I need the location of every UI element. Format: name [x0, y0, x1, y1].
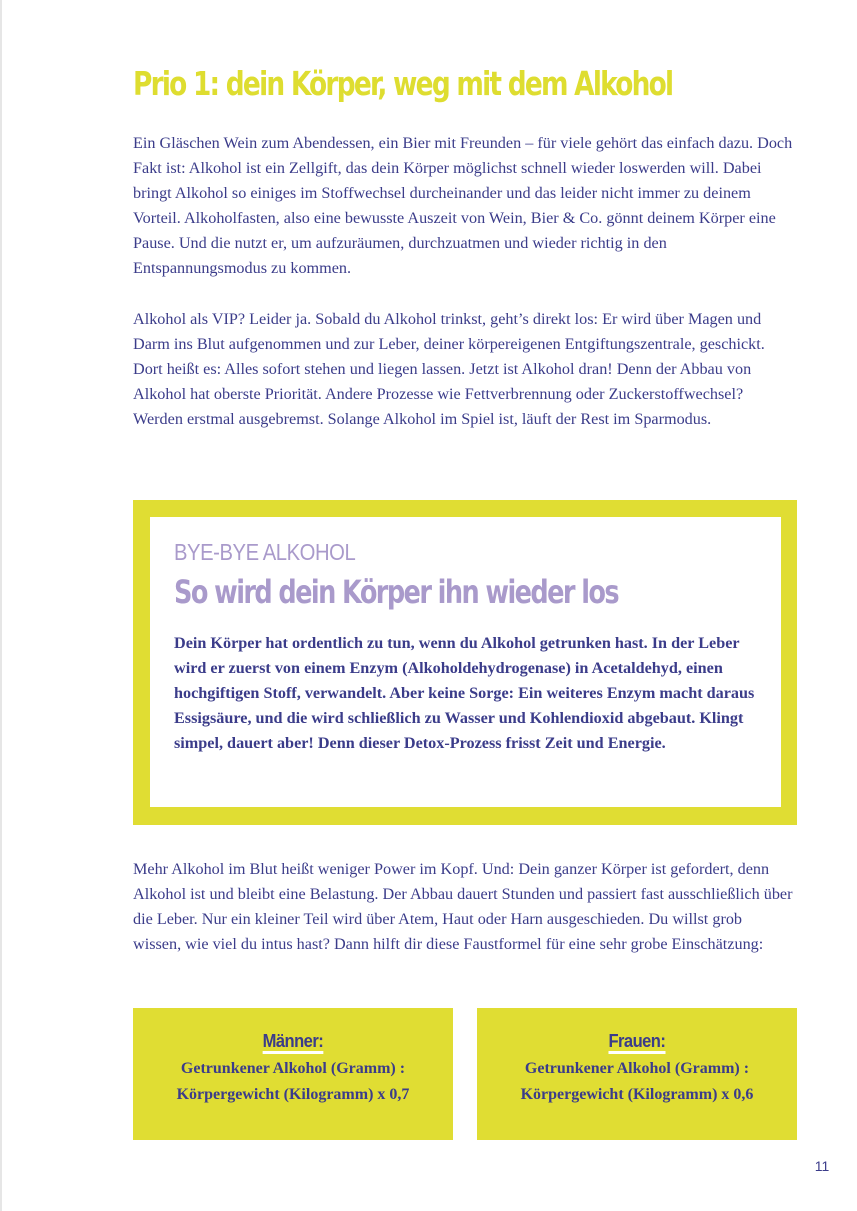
formula-intro-paragraph: Mehr Alkohol im Blut heißt weniger Power im Kopf. Und: Dein ganzer Körper ist gefordert, denn Alkohol ist und bleibt eine Belastung. Der Abbau dauert Stunden und passiert fast ausschließlich über die Leber. Nur ein kleiner Teil wird über Atem, Haut oder Harn ausgeschieden. Du willst grob wissen, wie viel du intus hast? Dann hilft dir diese Faustformel für eine sehr grobe Einschätzung:	[133, 860, 793, 953]
formula-label-women: Frauen:	[609, 1031, 666, 1054]
formula-line-men-2: Körpergewicht (Kilogramm) x 0,7	[176, 1086, 410, 1103]
formula-line-women-1: Getrunkener Alkohol (Gramm) :	[524, 1060, 750, 1077]
formula-box-men	[133, 1008, 453, 1140]
alcohol-vip-paragraph: Alkohol als VIP? Leider ja. Sobald du Alkohol trinkst, geht’s direkt los: Er wird über Magen und Darm ins Blut aufgenommen und zur Leber, deiner körpereigenen Entgiftungszentrale, geschickt. Dort heißt es: Alles sofort stehen und liegen lassen. Jetzt ist Alkohol dran! Denn der Abbau von Alkohol hat oberste Priorität. Andere Prozesse wie Fettverbrennung oder Zuckerstoffwechsel? Werden erstmal ausgebremst. Solange Alkohol im Spiel ist, läuft der Rest im Sparmodus.	[133, 310, 765, 428]
infobox-content	[150, 517, 781, 807]
formula-line-women-2: Körpergewicht (Kilogramm) x 0,6	[520, 1086, 754, 1103]
page-heading: Prio 1: dein Körper, weg mit dem Alkohol	[133, 64, 673, 103]
page-edge-line	[0, 0, 2, 1211]
infobox	[133, 500, 797, 825]
formula-line-men-1: Getrunkener Alkohol (Gramm) :	[180, 1060, 406, 1077]
infobox-kicker: BYE-BYE ALKOHOL	[174, 539, 356, 565]
page-number: 11	[814, 1158, 830, 1174]
formula-box-women	[477, 1008, 797, 1140]
infobox-text: Dein Körper hat ordentlich zu tun, wenn du Alkohol getrunken hast. In der Leber wird er zuerst von einem Enzym (Alkoholdehydrogenase) in Acetaldehyd, einen hochgiftigen Stoff, verwandelt. Aber keine Sorge: Ein weiteres Enzym macht daraus Essigsäure, und die wird schließlich zu Wasser und Kohlendioxid abgebaut. Klingt simpel, dauert aber! Denn dieser Detox-Prozess frisst Zeit und Energie.	[174, 634, 755, 752]
formula-label-men: Männer:	[263, 1031, 324, 1054]
intro-paragraph: Ein Gläschen Wein zum Abendessen, ein Bier mit Freunden – für viele gehört das einfach dazu. Doch Fakt ist: Alkohol ist ein Zellgift, das dein Körper möglichst schnell wieder loswerden will. Dabei bringt Alkohol so einiges im Stoffwechsel durcheinander und das leider nicht immer zu deinem Vorteil. Alkoholfasten, also eine bewusste Auszeit von Wein, Bier & Co. gönnt deinem Körper eine Pause. Und die nutzt er, um aufzuräumen, durchzuatmen und wieder richtig in den Entspannungsmodus zu kommen.	[133, 134, 793, 277]
infobox-title: So wird dein Körper ihn wieder los	[174, 573, 618, 611]
